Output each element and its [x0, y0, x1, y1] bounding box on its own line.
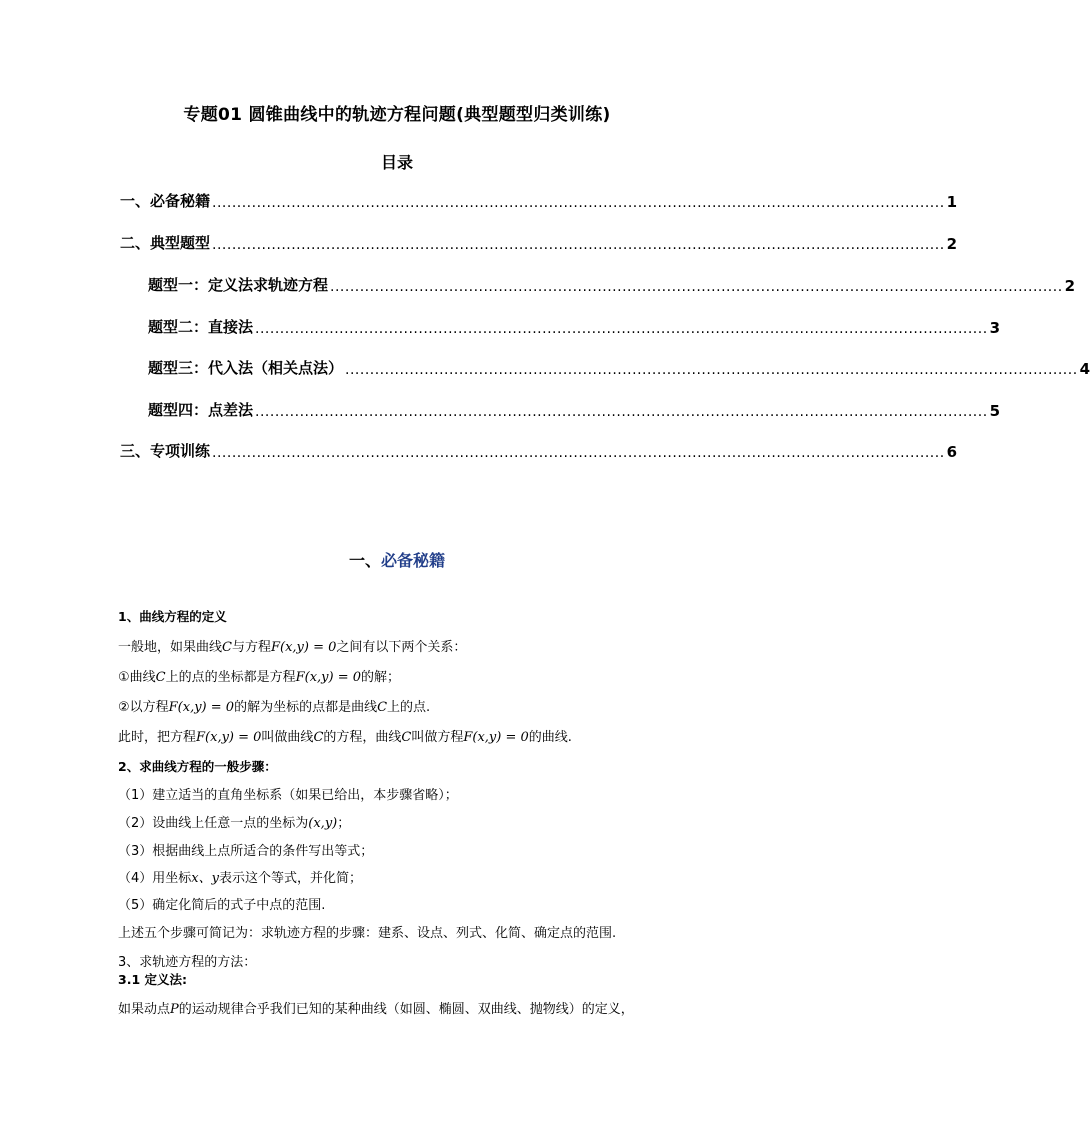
subheading-general-steps: 2、求曲线方程的一般步骤： [118, 759, 277, 774]
toc-entry-label: 二、典型题型 [120, 234, 211, 252]
step-5: （5）确定化简后的式子中点的范围. [118, 898, 326, 913]
document-title: 专题01 圆锥曲线中的轨迹方程问题(典型题型归类训练) [183, 105, 611, 125]
toc-entry-label: 题型二：直接法 [148, 318, 254, 336]
toc-entry-label: 题型四：点差法 [148, 401, 254, 419]
toc-entry[interactable] [148, 273, 1076, 295]
toc-entry-page: 4 [1079, 360, 1090, 378]
paragraph-definition: 一般地，如果曲线C与方程F(x,y) = 0之间有以下两个关系： [118, 640, 467, 655]
toc-leader-dots: .................................................................................................................................................... [255, 404, 988, 420]
toc-entry-page: 2 [946, 235, 958, 253]
paragraph-definition-method: 如果动点P的运动规律合乎我们已知的某种曲线（如圆、椭圆、双曲线、抛物线）的定义， [118, 1002, 634, 1017]
step-2: （2）设曲线上任意一点的坐标为(x,y)； [118, 816, 351, 831]
paragraph-conclusion: 此时，把方程F(x,y) = 0叫做曲线C的方程，曲线C叫做方程F(x,y) = 0的曲线. [118, 730, 572, 745]
toc-entry-page: 5 [989, 402, 1001, 420]
toc-entry[interactable] [120, 189, 958, 211]
subheading-methods: 3、求轨迹方程的方法： [118, 955, 257, 970]
toc-entry[interactable] [148, 315, 1001, 337]
toc-entry-page: 2 [1064, 277, 1076, 295]
toc-entry-label: 题型一：定义法求轨迹方程 [148, 276, 329, 294]
toc-entry-page: 1 [946, 193, 958, 211]
toc-leader-dots: .................................................................................................................................................... [330, 279, 1063, 295]
toc-leader-dots: .................................................................................................................................................... [212, 237, 945, 253]
step-4: （4）用坐标x、y表示这个等式，并化简； [118, 871, 362, 886]
toc-entry-page: 3 [989, 319, 1001, 337]
section-title: 必备秘籍 [381, 551, 446, 570]
toc-entry[interactable] [148, 398, 1001, 420]
toc-leader-dots: .................................................................................................................................................... [255, 321, 988, 337]
subheading-curve-equation-definition: 1、曲线方程的定义 [118, 609, 227, 624]
toc-entry-label: 三、专项训练 [120, 442, 211, 460]
section-heading [0, 548, 794, 571]
paragraph-condition-2: ②以方程F(x,y) = 0的解为坐标的点都是曲线C上的点. [118, 700, 431, 715]
section-number: 一、 [348, 551, 381, 570]
toc-entry[interactable] [120, 231, 958, 253]
step-3: （3）根据曲线上点所适合的条件写出等式； [118, 844, 374, 859]
toc-entry-label: 一、必备秘籍 [120, 192, 211, 210]
toc-entry-page: 6 [946, 443, 958, 461]
subheading-definition-method: 3.1 定义法: [118, 972, 187, 987]
toc-entry-label: 题型三：代入法（相关点法） [148, 359, 344, 377]
toc-entry[interactable] [120, 439, 958, 461]
toc-leader-dots: .................................................................................................................................................... [212, 445, 945, 461]
toc-leader-dots: .................................................................................................................................................... [345, 362, 1078, 378]
toc-leader-dots: .................................................................................................................................................... [212, 195, 945, 211]
paragraph-condition-1: ①曲线C上的点的坐标都是方程F(x,y) = 0的解； [118, 670, 401, 685]
steps-summary: 上述五个步骤可简记为：求轨迹方程的步骤：建系、设点、列式、化简、确定点的范围. [118, 926, 617, 941]
toc-entry[interactable] [148, 356, 1090, 378]
toc-heading: 目录 [380, 153, 413, 172]
step-1: （1）建立适当的直角坐标系（如果已给出，本步骤省略）； [118, 788, 458, 803]
